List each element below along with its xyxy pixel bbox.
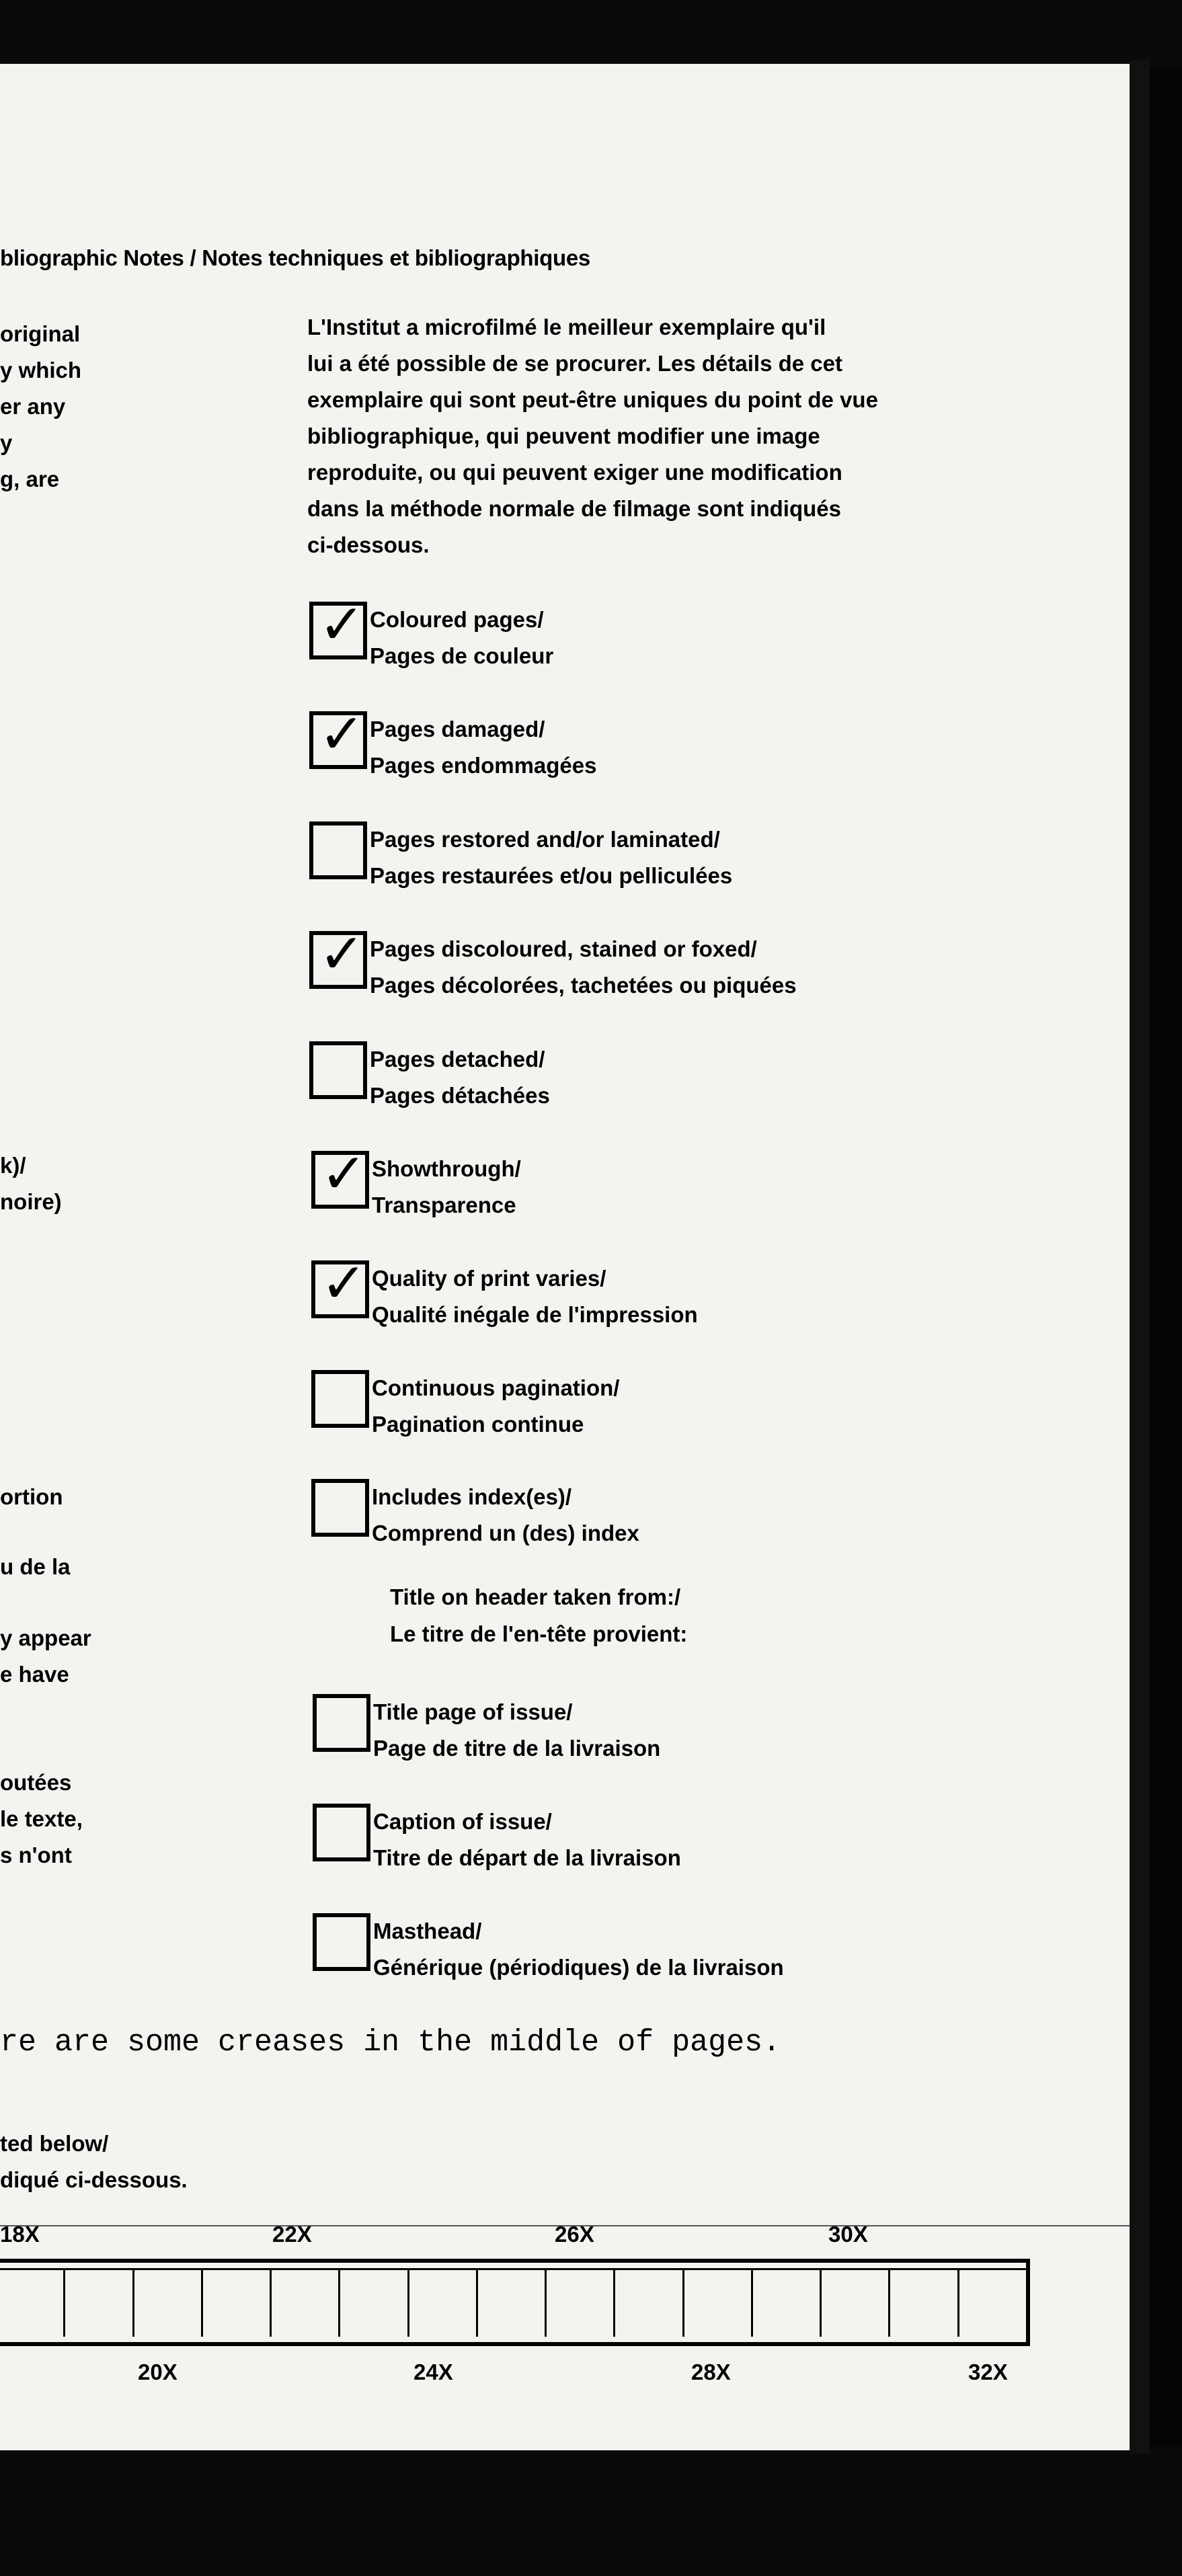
- item-label-en: Caption of issue/: [373, 1809, 552, 1834]
- scale-label: 30X: [828, 2222, 868, 2247]
- item-label-fr: Page de titre de la livraison: [373, 1736, 661, 1761]
- item-label-fr: Générique (périodiques) de la livraison: [373, 1955, 784, 1980]
- intro-paragraph: [307, 309, 986, 563]
- item-label-fr: Pages restaurées et/ou pelliculées: [370, 863, 733, 888]
- grid-cell: [682, 2268, 751, 2337]
- grid-cell: [820, 2268, 888, 2337]
- item-label-en: Pages damaged/: [370, 717, 545, 741]
- grid-cell: [338, 2268, 407, 2337]
- intro-line: bibliographique, qui peuvent modifier une image: [307, 424, 820, 448]
- scale-label: 28X: [691, 2360, 731, 2384]
- item-label-fr: Titre de départ de la livraison: [373, 1845, 681, 1870]
- checklist-item: [309, 593, 554, 674]
- scale-label: 18X: [0, 2222, 40, 2247]
- item-label-fr: Qualité inégale de l'impression: [372, 1302, 698, 1327]
- check-mark-icon: ✓: [321, 1252, 367, 1316]
- left-fragment: y: [0, 430, 13, 455]
- grid-cell: [613, 2268, 682, 2337]
- scale-label: 24X: [413, 2360, 453, 2384]
- left-fragment: original: [0, 321, 81, 346]
- left-fragment: k)/: [0, 1153, 26, 1178]
- grid-cell: [201, 2268, 270, 2337]
- left-fragment: outées: [0, 1770, 72, 1795]
- intro-line: exemplaire qui sont peut-être uniques du point de vue: [307, 387, 878, 412]
- checklist-item: [313, 1913, 784, 1986]
- section-heading: bliographic Notes / Notes techniques et bibliographiques: [0, 245, 590, 270]
- intro-line: lui a été possible de se procurer. Les détails de cet: [307, 351, 842, 376]
- checkbox[interactable]: [309, 821, 367, 879]
- grid-cell: [407, 2268, 476, 2337]
- left-fragment: ortion: [0, 1484, 63, 1509]
- scale-label: 32X: [968, 2360, 1008, 2384]
- checklist-item: [311, 1252, 698, 1333]
- grid-cell: [888, 2268, 957, 2337]
- grid-cell: [751, 2268, 820, 2337]
- item-label-fr: Pages endommagées: [370, 753, 597, 778]
- item-label-en: Showthrough/: [372, 1156, 521, 1181]
- intro-line: dans la méthode normale de filmage sont indiqués: [307, 496, 841, 521]
- left-fragment: e have: [0, 1662, 69, 1687]
- checkbox[interactable]: [309, 1041, 367, 1099]
- intro-line: ci-dessous.: [307, 532, 430, 557]
- checklist-item: [313, 1694, 660, 1767]
- item-label-en: Pages restored and/or laminated/: [370, 827, 720, 852]
- item-label-fr: Comprend un (des) index: [372, 1521, 639, 1545]
- left-fragment: u de la: [0, 1554, 71, 1579]
- left-fragment: ted below/: [0, 2131, 109, 2156]
- checkbox[interactable]: [309, 922, 367, 989]
- item-label-en: Masthead/: [373, 1919, 482, 1943]
- checkbox[interactable]: [311, 1479, 369, 1537]
- item-label-en: Includes index(es)/: [372, 1484, 572, 1509]
- item-label-fr: Transparence: [372, 1193, 516, 1217]
- page-edge-shadow: [1150, 67, 1182, 2447]
- item-label-en: Title page of issue/: [373, 1699, 573, 1724]
- checklist-item: [311, 1479, 639, 1552]
- left-fragment: er any: [0, 394, 66, 419]
- scale-label: 22X: [272, 2222, 312, 2247]
- header-source-note: [390, 1578, 687, 1652]
- checklist-item: [311, 1142, 521, 1223]
- left-fragment: diqué ci-dessous.: [0, 2167, 188, 2192]
- left-fragment: y appear: [0, 1625, 91, 1650]
- checkbox[interactable]: [309, 593, 367, 659]
- checklist-item: [309, 702, 597, 784]
- check-mark-icon: ✓: [321, 1142, 367, 1206]
- scale-label: 20X: [138, 2360, 178, 2384]
- grid-cell: [270, 2268, 338, 2337]
- header-source-fr: Le titre de l'en-tête provient:: [390, 1621, 688, 1646]
- intro-line: L'Institut a microfilmé le meilleur exemplaire qu'il: [307, 315, 826, 339]
- grid-cell: [957, 2268, 1026, 2337]
- scale-label: 26X: [555, 2222, 594, 2247]
- check-mark-icon: ✓: [319, 922, 365, 986]
- checkbox[interactable]: [311, 1252, 369, 1318]
- item-label-en: Quality of print varies/: [372, 1266, 606, 1291]
- checklist-item: [313, 1804, 681, 1876]
- grid-cell: [545, 2268, 613, 2337]
- left-fragment: g, are: [0, 467, 60, 491]
- grid-cell: [132, 2268, 201, 2337]
- grid-cell: [0, 2268, 63, 2337]
- page-edge: [1130, 61, 1150, 2454]
- intro-line: reproduite, ou qui peuvent exiger une modification: [307, 460, 842, 485]
- item-label-en: Pages detached/: [370, 1047, 545, 1072]
- item-label-fr: Pages de couleur: [370, 643, 554, 668]
- checkbox[interactable]: [311, 1370, 369, 1428]
- item-label-en: Pages discoloured, stained or foxed/: [370, 936, 757, 961]
- left-fragment: y which: [0, 358, 82, 383]
- checkbox[interactable]: [313, 1913, 370, 1971]
- checklist-item: [311, 1370, 619, 1443]
- check-mark-icon: ✓: [319, 593, 365, 657]
- reduction-scale-grid: [0, 2259, 1030, 2346]
- item-label-fr: Pagination continue: [372, 1412, 584, 1437]
- item-label-fr: Pages détachées: [370, 1083, 550, 1108]
- left-fragment: le texte,: [0, 1806, 83, 1831]
- check-mark-icon: ✓: [319, 702, 365, 766]
- typed-note: re are some creases in the middle of pages.: [0, 2025, 781, 2060]
- item-label-en: Coloured pages/: [370, 607, 544, 632]
- item-label-fr: Pages décolorées, tachetées ou piquées: [370, 973, 797, 998]
- checkbox[interactable]: [313, 1694, 370, 1752]
- grid-cell: [63, 2268, 132, 2337]
- checkbox[interactable]: [309, 702, 367, 769]
- item-label-en: Continuous pagination/: [372, 1375, 620, 1400]
- header-source-en: Title on header taken from:/: [390, 1584, 681, 1609]
- left-fragment: s n'ont: [0, 1843, 72, 1867]
- grid-cell: [476, 2268, 545, 2337]
- checkbox[interactable]: [311, 1142, 369, 1209]
- checklist-item: [309, 1041, 550, 1114]
- checkbox[interactable]: [313, 1804, 370, 1861]
- checklist-item: [309, 821, 732, 894]
- left-fragment: noire): [0, 1189, 62, 1214]
- checklist-item: [309, 922, 797, 1004]
